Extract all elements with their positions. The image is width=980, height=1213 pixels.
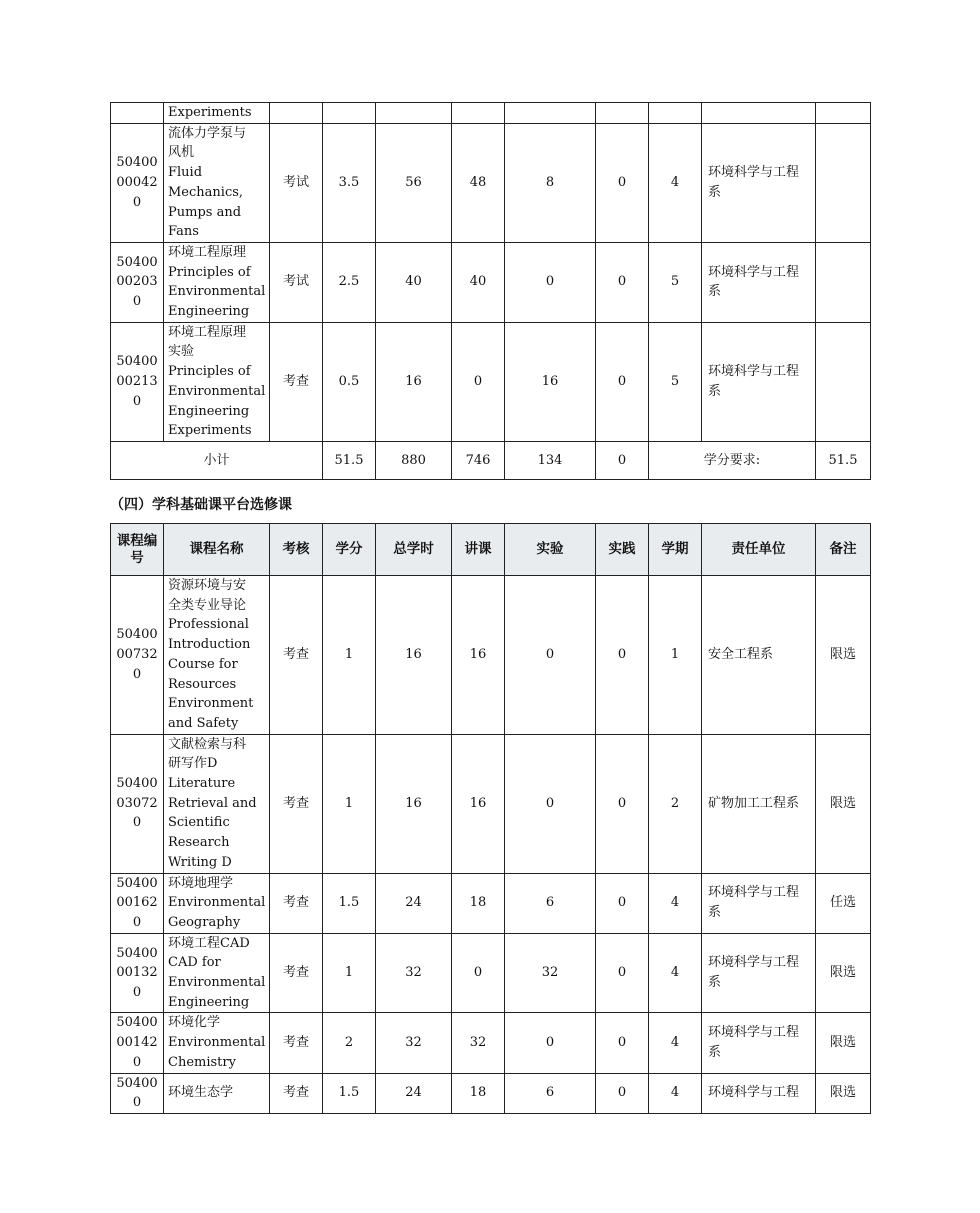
lecture-hours: 40	[452, 242, 505, 322]
course-code: 504000	[111, 1073, 164, 1113]
practice-hours: 0	[596, 1013, 649, 1073]
assessment: 考查	[270, 873, 323, 933]
practice-hours: 0	[596, 322, 649, 441]
responsible-unit: 安全工程系	[702, 576, 816, 735]
course-code	[111, 103, 164, 124]
lab-hours: 8	[505, 123, 596, 242]
course-code: 50400030720	[111, 734, 164, 873]
lecture-hours: 0	[452, 933, 505, 1013]
note	[816, 123, 871, 242]
lecture-hours: 0	[452, 322, 505, 441]
responsible-unit: 环境科学与工程	[702, 1073, 816, 1113]
table-row	[111, 873, 871, 933]
credit: 1	[323, 933, 376, 1013]
credit: 1.5	[323, 873, 376, 933]
practice-hours: 0	[596, 242, 649, 322]
assessment	[270, 103, 323, 124]
term: 4	[649, 123, 702, 242]
note: 限选	[816, 734, 871, 873]
table-row	[111, 242, 871, 322]
header-assess: 考核	[270, 524, 323, 576]
practice-hours: 0	[596, 1073, 649, 1113]
header-practice: 实践	[596, 524, 649, 576]
course-name: 环境化学 Environmental Chemistry	[164, 1013, 270, 1073]
total-hours: 32	[376, 933, 452, 1013]
table-row	[111, 322, 871, 441]
header-unit: 责任单位	[702, 524, 816, 576]
lecture-hours: 16	[452, 576, 505, 735]
total-hours: 24	[376, 1073, 452, 1113]
header-lab: 实验	[505, 524, 596, 576]
lab-hours: 0	[505, 734, 596, 873]
term: 4	[649, 933, 702, 1013]
assessment: 考试	[270, 242, 323, 322]
header-code: 课程编号	[111, 524, 164, 576]
course-code: 50400007320	[111, 576, 164, 735]
note	[816, 322, 871, 441]
practice-hours: 0	[596, 576, 649, 735]
note: 限选	[816, 1013, 871, 1073]
credit	[323, 103, 376, 124]
total-hours: 32	[376, 1013, 452, 1073]
total-hours: 16	[376, 322, 452, 441]
course-name: 环境工程原理 实验 Principles of Environmental Engineering Experiments	[164, 322, 270, 441]
credit: 1	[323, 576, 376, 735]
term	[649, 103, 702, 124]
note: 限选	[816, 1073, 871, 1113]
responsible-unit: 环境科学与工程系	[702, 873, 816, 933]
assessment: 考试	[270, 123, 323, 242]
credit: 0.5	[323, 322, 376, 441]
lecture-hours	[452, 103, 505, 124]
table-row	[111, 933, 871, 1013]
total-hours: 24	[376, 873, 452, 933]
credit-requirement-value: 51.5	[816, 441, 871, 479]
header-hours: 总学时	[376, 524, 452, 576]
lecture-hours: 18	[452, 1073, 505, 1113]
total-hours	[376, 103, 452, 124]
responsible-unit: 环境科学与工程系	[702, 933, 816, 1013]
course-table-continued	[110, 102, 871, 480]
assessment: 考查	[270, 734, 323, 873]
total-hours: 16	[376, 734, 452, 873]
term: 4	[649, 873, 702, 933]
lab-hours: 6	[505, 873, 596, 933]
subtotal-lecture: 746	[452, 441, 505, 479]
practice-hours	[596, 103, 649, 124]
lab-hours: 0	[505, 1013, 596, 1073]
credit: 1.5	[323, 1073, 376, 1113]
subtotal-practice: 0	[596, 441, 649, 479]
course-name: 资源环境与安 全类专业导论 Professional Introduction Course for Resources Environment and Safety	[164, 576, 270, 735]
responsible-unit	[702, 103, 816, 124]
practice-hours: 0	[596, 734, 649, 873]
term: 4	[649, 1013, 702, 1073]
subtotal-lab: 134	[505, 441, 596, 479]
assessment: 考查	[270, 933, 323, 1013]
course-code: 50400001320	[111, 933, 164, 1013]
credit: 3.5	[323, 123, 376, 242]
course-name: 流体力学泵与 风机 Fluid Mechanics, Pumps and Fans	[164, 123, 270, 242]
lab-hours: 6	[505, 1073, 596, 1113]
note	[816, 103, 871, 124]
term: 5	[649, 322, 702, 441]
course-code: 50400000420	[111, 123, 164, 242]
credit: 1	[323, 734, 376, 873]
header-name: 课程名称	[164, 524, 270, 576]
header-lecture: 讲课	[452, 524, 505, 576]
header-credit: 学分	[323, 524, 376, 576]
table-row	[111, 1013, 871, 1073]
subtotal-label: 小计	[111, 441, 323, 479]
header-row	[111, 524, 871, 576]
term: 1	[649, 576, 702, 735]
responsible-unit: 环境科学与工程系	[702, 123, 816, 242]
responsible-unit: 环境科学与工程系	[702, 1013, 816, 1073]
term: 2	[649, 734, 702, 873]
note	[816, 242, 871, 322]
course-name: Experiments	[164, 103, 270, 124]
elective-course-table	[110, 523, 871, 1114]
lab-hours: 0	[505, 576, 596, 735]
assessment: 考查	[270, 576, 323, 735]
note: 限选	[816, 933, 871, 1013]
course-code: 50400002030	[111, 242, 164, 322]
assessment: 考查	[270, 1013, 323, 1073]
course-name: 环境工程CAD CAD for Environmental Engineering	[164, 933, 270, 1013]
lecture-hours: 18	[452, 873, 505, 933]
assessment: 考查	[270, 322, 323, 441]
course-code: 50400002130	[111, 322, 164, 441]
table-row	[111, 123, 871, 242]
header-note: 备注	[816, 524, 871, 576]
section-heading: （四）学科基础课平台选修课	[110, 497, 292, 513]
total-hours: 16	[376, 576, 452, 735]
note: 任选	[816, 873, 871, 933]
responsible-unit: 环境科学与工程系	[702, 322, 816, 441]
total-hours: 56	[376, 123, 452, 242]
table-row	[111, 576, 871, 735]
practice-hours: 0	[596, 873, 649, 933]
total-hours: 40	[376, 242, 452, 322]
subtotal-row	[111, 441, 871, 479]
lecture-hours: 32	[452, 1013, 505, 1073]
course-name: 文献检索与科 研写作D Literature Retrieval and Scientific Research Writing D	[164, 734, 270, 873]
lab-hours: 32	[505, 933, 596, 1013]
responsible-unit: 矿物加工工程系	[702, 734, 816, 873]
note: 限选	[816, 576, 871, 735]
course-code: 50400001620	[111, 873, 164, 933]
lab-hours: 16	[505, 322, 596, 441]
header-term: 学期	[649, 524, 702, 576]
course-name: 环境地理学 Environmental Geography	[164, 873, 270, 933]
subtotal-credit: 51.5	[323, 441, 376, 479]
subtotal-hours: 880	[376, 441, 452, 479]
responsible-unit: 环境科学与工程系	[702, 242, 816, 322]
table-row	[111, 1073, 871, 1113]
practice-hours: 0	[596, 933, 649, 1013]
term: 4	[649, 1073, 702, 1113]
term: 5	[649, 242, 702, 322]
lecture-hours: 16	[452, 734, 505, 873]
lab-hours: 0	[505, 242, 596, 322]
credit: 2	[323, 1013, 376, 1073]
lecture-hours: 48	[452, 123, 505, 242]
lab-hours	[505, 103, 596, 124]
table-row	[111, 734, 871, 873]
course-name: 环境生态学	[164, 1073, 270, 1113]
course-name: 环境工程原理 Principles of Environmental Engineering	[164, 242, 270, 322]
practice-hours: 0	[596, 123, 649, 242]
table-row	[111, 103, 871, 124]
assessment: 考查	[270, 1073, 323, 1113]
credit: 2.5	[323, 242, 376, 322]
credit-requirement-label: 学分要求:	[649, 441, 816, 479]
course-code: 50400001420	[111, 1013, 164, 1073]
